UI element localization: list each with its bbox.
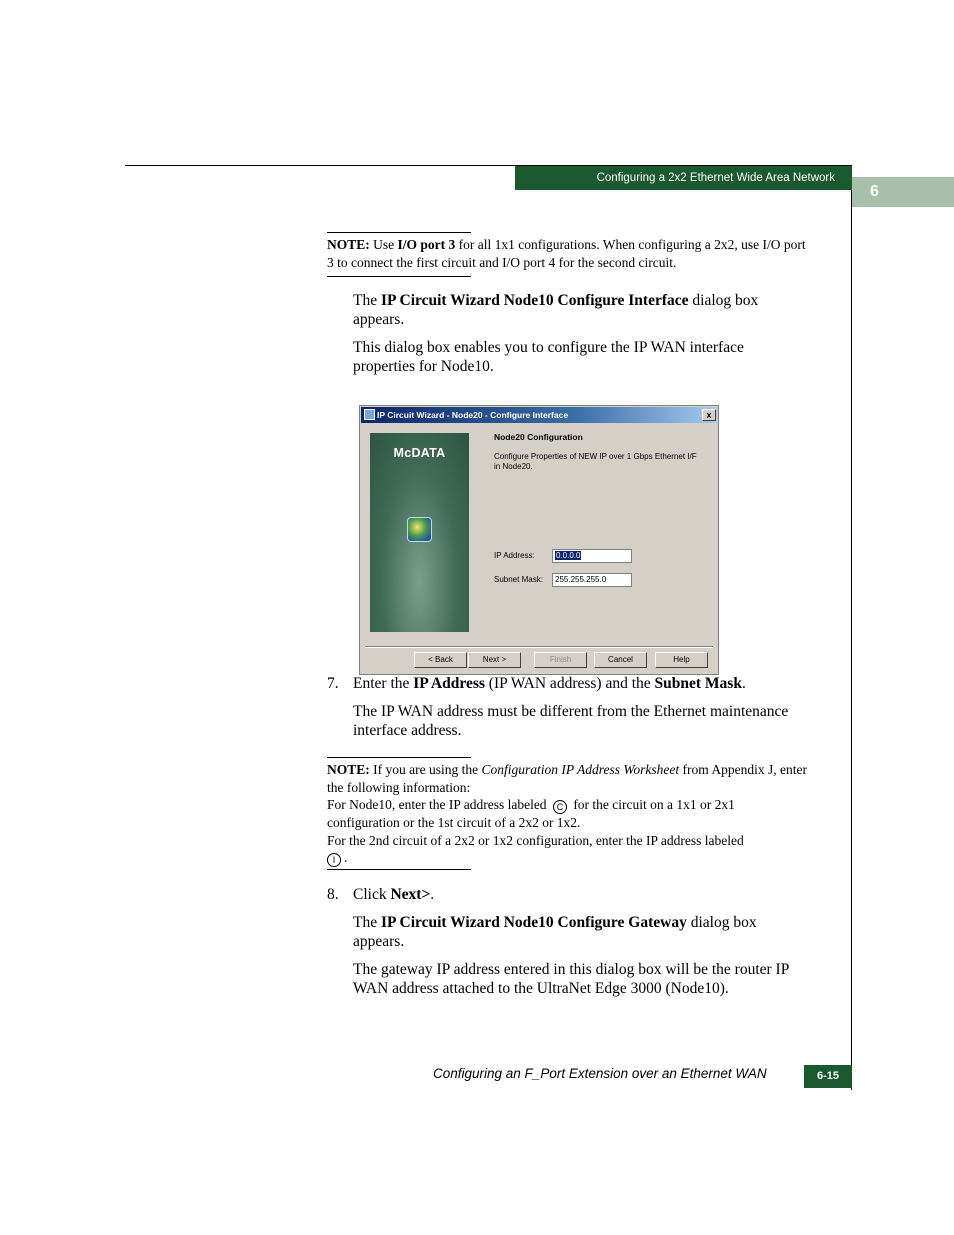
dialog-heading: Node20 Configuration [494,432,583,442]
step-8-dialog-appears: The IP Circuit Wizard Node10 Configure Gateway dialog box appears. [353,914,757,950]
note-worksheet: NOTE: If you are using the Configuration IP Address Worksheet from Appendix J, enter the following information: For Node10, enter the IP address labeled C for the circuit on a 1x1 or 2x1 configuration or the 1st circuit of a 2x2 or 1x2. For the 2nd circuit of a 2x2 or 1x2 configuration, enter the IP address labeled I . [327,762,807,865]
close-icon[interactable]: x [702,409,716,421]
dialog-separator [365,646,713,648]
dialog-titlebar [361,407,717,423]
step-7-instruction: Enter the IP Address (IP WAN address) and the Subnet Mask. [353,675,746,692]
margin-rule [851,165,852,1090]
note-rule-top [327,232,471,233]
chapter-tab: 6 [852,177,954,207]
note-label: NOTE: [327,762,370,777]
step-7-detail: The IP WAN address must be different from the Ethernet maintenance interface address. [353,703,789,739]
wizard-banner [370,433,469,632]
subnet-mask-label: Subnet Mask: [494,575,543,584]
dialog-title: IP Circuit Wizard - Node20 - Configure Interface [377,410,569,420]
circled-c-icon: C [553,800,567,814]
paragraph-dialog-purpose: This dialog box enables you to configure the IP WAN interface properties for Node10. [353,339,744,375]
configure-interface-dialog [359,405,719,675]
ip-address-label: IP Address: [494,551,535,560]
cancel-button[interactable]: Cancel [594,652,647,668]
next-button[interactable]: Next > [468,652,521,668]
note-io-port: NOTE: Use I/O port 3 for all 1x1 configurations. When configuring a 2x2, use I/O port 3 to connect the first circuit and I/O port 4 for the second circuit. [327,237,806,270]
running-header: Configuring a 2x2 Ethernet Wide Area Network [515,166,852,190]
subnet-mask-input[interactable]: 255.255.255.0 [552,573,632,587]
mcdata-logo: McDATA [393,446,446,460]
circled-i-icon: I [327,853,341,867]
step-8-instruction: Click Next>. [353,886,435,903]
back-button[interactable]: < Back [414,652,467,668]
note-rule-bottom [327,276,471,277]
help-button[interactable]: Help [655,652,708,668]
step-number-8: 8. [327,886,339,903]
finish-button[interactable]: Finish [534,652,587,668]
page-number: 6-15 [804,1065,852,1088]
paragraph-dialog-appears: The IP Circuit Wizard Node10 Configure Interface dialog box appears. [353,292,759,328]
step-number-7: 7. [327,675,339,692]
globe-icon [407,517,432,542]
dialog-description: Configure Properties of NEW IP over 1 Gbps Ethernet I/F in Node20. [494,452,697,471]
note-rule-top [327,757,471,758]
step-8-gateway-info: The gateway IP address entered in this dialog box will be the router IP WAN address attached to the UltraNet Edge 3000 (Node10). [353,961,789,997]
app-icon [364,409,375,420]
ip-address-input[interactable]: 0.0.0.0 [552,549,632,563]
running-footer: Configuring an F_Port Extension over an Ethernet WAN [433,1066,767,1081]
note-label: NOTE: [327,237,370,252]
note-rule-bottom [327,869,471,870]
